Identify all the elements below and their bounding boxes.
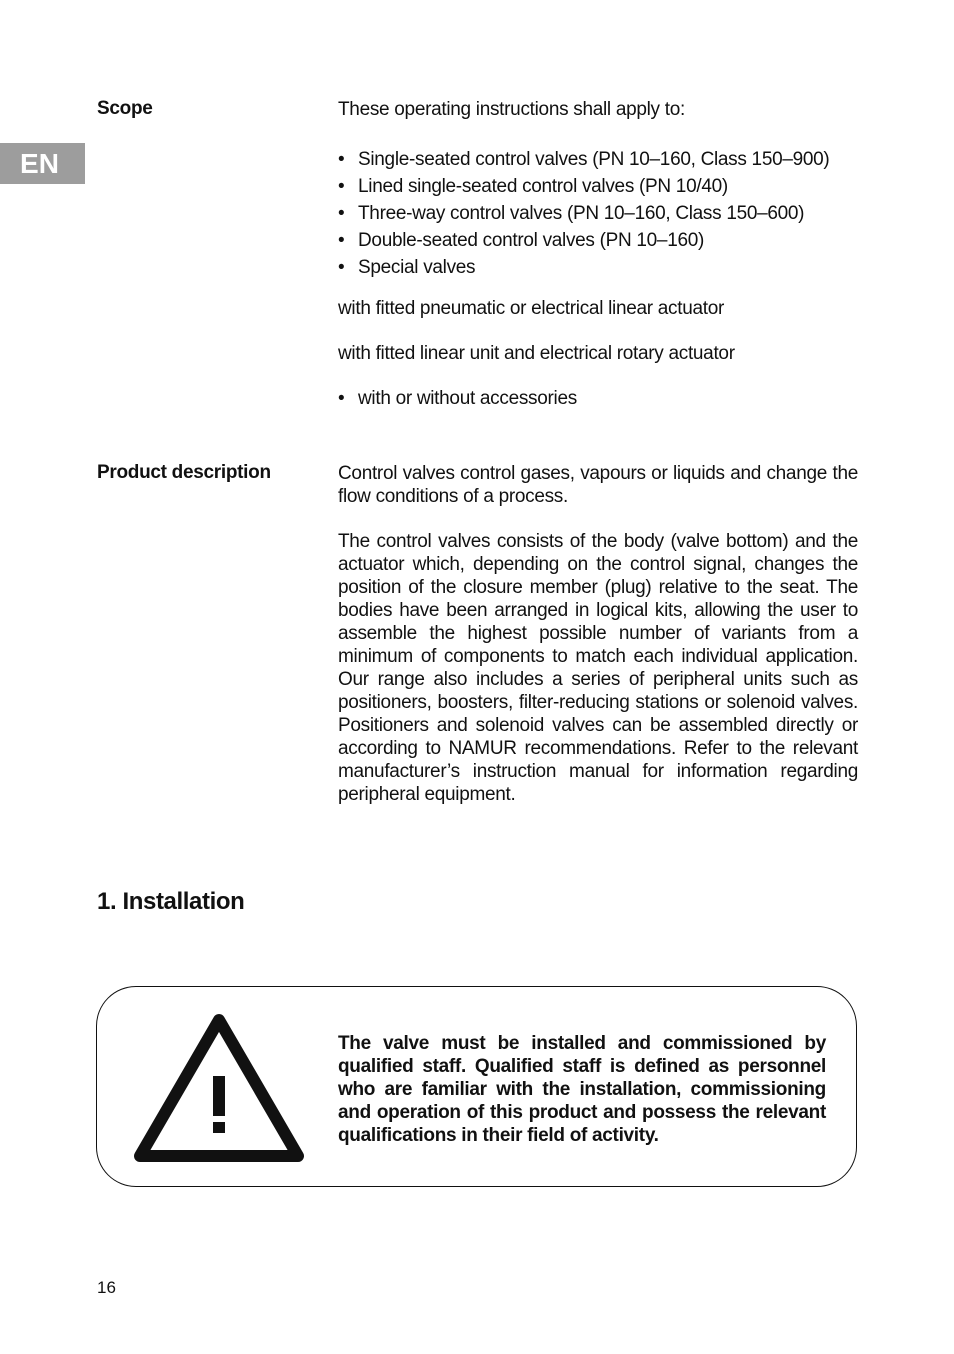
list-item: • Three-way control valves (PN 10–160, Class 150–600): [338, 202, 858, 229]
list-item: • with or without accessories: [338, 387, 858, 414]
list-item: • Lined single-seated control valves (PN 10/40): [338, 175, 858, 202]
warning-triangle-icon: [133, 1012, 305, 1164]
scope-intro: These operating instructions shall apply to:: [338, 99, 685, 120]
warning-text: The valve must be installed and commissioned by qualified staff. Qualified staff is defined as personnel who are familiar with the installation, commissioning and operation of this product and possess the relevant qualifications in their field of activity.: [338, 1033, 826, 1146]
scope-list: [338, 148, 858, 283]
page-number: 16: [97, 1278, 116, 1297]
list-item: • Single-seated control valves (PN 10–160, Class 150–900): [338, 148, 858, 175]
product-description-content: [338, 462, 858, 806]
scope-content: [338, 98, 858, 414]
product-description-label: Product description: [97, 462, 271, 483]
list-item: • Double-seated control valves (PN 10–160): [338, 229, 858, 256]
scope-label: Scope: [97, 98, 153, 119]
accessories-list: [338, 387, 858, 414]
language-tab: EN: [0, 143, 85, 184]
list-item: • Special valves: [338, 256, 858, 283]
scope-paragraph: with fitted linear unit and electrical rotary actuator: [338, 343, 735, 364]
product-description-paragraph: Control valves control gases, vapours or liquids and change the flow conditions of a process.: [338, 463, 858, 507]
scope-paragraph: with fitted pneumatic or electrical linear actuator: [338, 298, 725, 319]
product-description-paragraph: The control valves consists of the body (valve bottom) and the actuator which, depending on the control signal, changes the position of the closure member (plug) relative to the seat. The bodies have been arranged in logical kits, allowing the user to assemble the highest possible number of variants from a minimum of components to match each individual application. Our range also includes a series of peripheral units such as positioners, boosters, filter-reducing stations or solenoid valves. Positioners and solenoid valves can be assembled directly or according to NAMUR recommendations. Refer to the relevant manufacturer’s instruction manual for information regarding peripheral equipment.: [338, 531, 858, 805]
section-heading: 1. Installation: [97, 888, 245, 915]
